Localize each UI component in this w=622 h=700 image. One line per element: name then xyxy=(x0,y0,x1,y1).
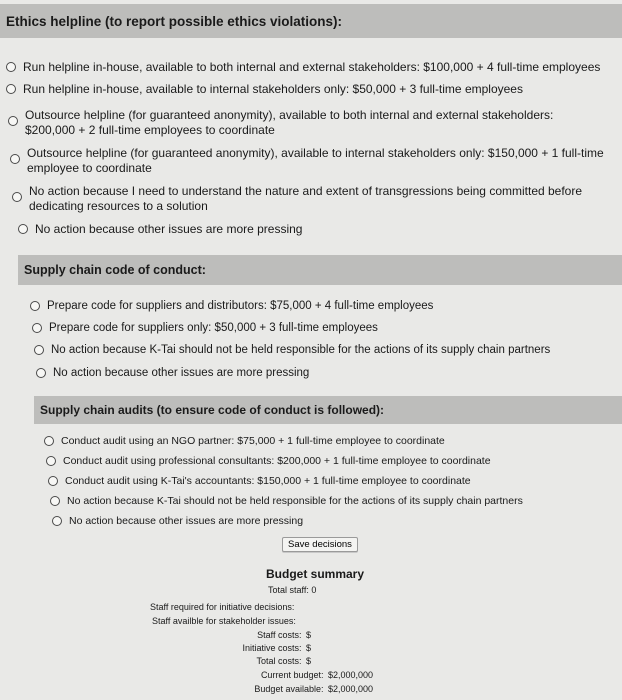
staff-costs-value: $ xyxy=(306,630,312,640)
option-label: No action because other issues are more pressing xyxy=(35,222,303,236)
audit-option-5[interactable] xyxy=(52,514,612,529)
option-label: Outsource helpline (for guaranteed anonymity), available to internal stakeholders only: $150,000 + 1 full-time employee to coordinate xyxy=(27,146,604,175)
ethics-helpline-header xyxy=(0,4,622,38)
budget-available-row xyxy=(254,684,376,694)
ethics-option-1[interactable] xyxy=(6,60,618,75)
option-label: No action because K-Tai should not be held responsible for the actions of its supply chain partners xyxy=(51,344,551,356)
option-label: No action because other issues are more pressing xyxy=(69,515,304,527)
staff-required-row xyxy=(150,602,294,612)
ethics-option-6[interactable] xyxy=(18,222,608,237)
staff-available-row xyxy=(152,616,296,626)
option-label: Outsource helpline (for guaranteed anonymity), available to both internal and external stakeholders: $200,000 + 2 full-time employees to coordinate xyxy=(25,108,554,137)
audit-option-3[interactable] xyxy=(48,474,618,489)
total-costs-value: $ xyxy=(306,656,312,666)
total-costs-label: Total costs: xyxy=(256,656,302,666)
radio-button[interactable] xyxy=(10,154,20,164)
supply-chain-audits-title: Supply chain audits (to ensure code of conduct is followed): xyxy=(40,403,385,417)
radio-button[interactable] xyxy=(48,476,58,486)
radio-button[interactable] xyxy=(18,224,28,234)
option-label: No action because K-Tai should not be held responsible for the actions of its supply chain partners xyxy=(67,495,523,507)
total-staff-row xyxy=(268,585,316,595)
radio-button[interactable] xyxy=(44,436,54,446)
radio-button[interactable] xyxy=(46,456,56,466)
radio-button[interactable] xyxy=(6,84,16,94)
ethics-option-3[interactable] xyxy=(8,108,578,138)
ethics-helpline-title: Ethics helpline (to report possible ethics violations): xyxy=(6,13,343,29)
staff-costs-label: Staff costs: xyxy=(257,630,302,640)
staff-available-label: Staff availble for stakeholder issues: xyxy=(152,616,296,626)
radio-button[interactable] xyxy=(50,496,60,506)
budget-available-value: $2,000,000 xyxy=(328,684,374,694)
option-label: Prepare code for suppliers and distributors: $75,000 + 4 full-time employees xyxy=(47,300,434,312)
option-label: Conduct audit using an NGO partner: $75,000 + 1 full-time employee to coordinate xyxy=(61,435,445,447)
code-of-conduct-title: Supply chain code of conduct: xyxy=(24,263,206,277)
radio-button[interactable] xyxy=(52,516,62,526)
audit-option-1[interactable] xyxy=(44,434,614,449)
radio-button[interactable] xyxy=(12,192,22,202)
code-option-1[interactable] xyxy=(30,299,610,314)
current-budget-row xyxy=(261,670,376,680)
total-costs-row xyxy=(256,656,354,666)
radio-button[interactable] xyxy=(36,368,46,378)
initiative-costs-value: $ xyxy=(306,643,312,653)
save-decisions-button[interactable]: Save decisions xyxy=(282,537,358,552)
staff-costs-row xyxy=(257,630,354,640)
supply-chain-audits-header xyxy=(34,396,622,424)
staff-required-label: Staff required for initiative decisions: xyxy=(150,602,295,612)
total-staff-label: Total staff: xyxy=(268,585,309,595)
initiative-costs-label: Initiative costs: xyxy=(242,643,302,653)
option-label: Conduct audit using K-Tai's accountants: $150,000 + 1 full-time employee to coordinate xyxy=(65,475,471,487)
code-option-2[interactable] xyxy=(32,321,612,336)
initiative-costs-row xyxy=(242,643,354,653)
ethics-option-4[interactable] xyxy=(10,146,610,176)
audit-option-2[interactable] xyxy=(46,454,616,469)
radio-button[interactable] xyxy=(8,116,18,126)
radio-button[interactable] xyxy=(30,301,40,311)
code-option-4[interactable] xyxy=(36,366,616,381)
current-budget-value: $2,000,000 xyxy=(328,670,374,680)
current-budget-label: Current budget: xyxy=(260,670,324,680)
option-label: No action because I need to understand the nature and extent of transgressions being committed before dedicating resources to a solution xyxy=(29,184,583,213)
radio-button[interactable] xyxy=(34,345,44,355)
code-of-conduct-header xyxy=(18,255,622,285)
budget-summary-title: Budget summary xyxy=(266,567,365,581)
budget-available-label: Budget available: xyxy=(254,684,324,694)
code-option-3[interactable] xyxy=(34,343,614,358)
option-label: Run helpline in-house, available to both internal and external stakeholders: $100,000 + 4 full-time employees xyxy=(23,60,601,74)
option-label: Run helpline in-house, available to internal stakeholders only: $50,000 + 3 full-time employees xyxy=(23,82,523,96)
radio-button[interactable] xyxy=(32,323,42,333)
radio-button[interactable] xyxy=(6,62,16,72)
ethics-option-2[interactable] xyxy=(6,82,618,97)
ethics-option-5[interactable] xyxy=(12,184,602,214)
option-label: Prepare code for suppliers only: $50,000 + 3 full-time employees xyxy=(49,322,378,334)
option-label: Conduct audit using professional consultants: $200,000 + 1 full-time employee to coordinate xyxy=(63,455,491,467)
option-label: No action because other issues are more pressing xyxy=(53,367,310,379)
total-staff-value: 0 xyxy=(311,585,317,595)
audit-option-4[interactable] xyxy=(50,494,620,509)
